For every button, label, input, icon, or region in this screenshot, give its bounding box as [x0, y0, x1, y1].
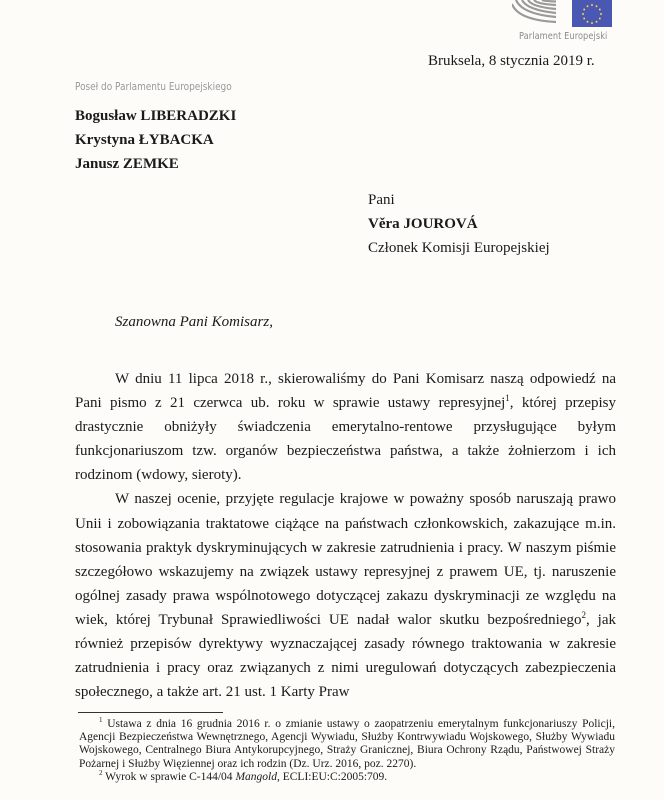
paragraph-text: W naszej ocenie, przyjęte regulacje krajowe w poważny sposób naruszają prawo Unii i zobowiązania traktatowe ciążące na państwach członkowskich, zakazujące m.in. stosowania praktyk dyskryminujących w zakresie zatrudnienia i pracy. W naszym piśmie szczegółowo wskazujemy na związek ustawy represyjnej z prawem UE, tj. naruszenie ogólnej zasady prawa wspólnotowego dotyczącej zakazu dyskryminacji ze względu na wiek, której Trybunał Sprawiedliwości UE nadał walor skutku bezpośredniego [75, 491, 616, 628]
footnote [79, 768, 615, 784]
sender-names [75, 104, 236, 176]
footnote-text: Ustawa z dnia 16 grudnia 2016 r. o zmianie ustawy o zaopatrzeniu emerytalnym funkcjonariuszy Policji, Agencji Bezpieczeństwa Wewnętrznego, Agencji Wywiadu, Służby Kontrwywiadu Wojskowego, Służby Wywiadu Wojskowego, Centralnego Biura Antykorupcyjnego, Straży Granicznej, Biura Ochrony Rządu, Państwowej Straży Pożarnej i Służby Więziennej oraz ich rodzin (Dz. Urz. 2016, poz. 2270). [79, 718, 615, 770]
sender-name: Bogusław LIBERADZKI [75, 108, 237, 124]
footnote-separator [78, 712, 223, 713]
sender-name: Janusz ZEMKE [75, 156, 179, 172]
footnote-text: Wyrok w sprawie C-144/04 [102, 770, 236, 783]
footnote-ref: 2 [581, 609, 586, 620]
hemicycle-flag-icon [512, 0, 620, 30]
sender-label: Poseł do Parlamentu Europejskiego [75, 81, 232, 93]
paragraph [75, 367, 616, 487]
paragraph-text: W dniu 11 lipca 2018 r., skierowaliśmy do Pani Komisarz naszą odpowiedź na Pani pismo z 21 czerwca ub. roku w sprawie ustawy represyjnej [75, 371, 616, 412]
paragraph [75, 487, 616, 704]
footnote-ref: 1 [505, 393, 510, 404]
date-line: Bruksela, 8 stycznia 2019 r. [428, 53, 595, 69]
logo-caption: Parlament Europejski [519, 31, 608, 42]
salutation: Szanowna Pani Komisarz, [115, 314, 273, 330]
sender-name: Krystyna ŁYBACKA [75, 132, 214, 148]
footnote-number: 2 [99, 768, 103, 777]
footnotes [79, 718, 615, 784]
case-name: Mangold [235, 770, 277, 783]
letter-body [75, 367, 616, 704]
paragraph-text: , jak również przepisów dyrektywy wyznaczającej zasady równego traktowania w zakresie zatrudnienia i pracy oraz związanych z nimi uregulowań dotyczących zabezpieczenia społecznego, a także art. 21 ust. 1 Karty Praw [75, 611, 616, 701]
recipient-position: Członek Komisji Europejskiej [368, 240, 550, 256]
footnote [79, 718, 615, 771]
recipient-title: Pani [368, 192, 395, 208]
recipient-name: Věra JOUROVÁ [368, 216, 478, 232]
recipient-block [368, 188, 550, 260]
footnote-text: , ECLI:EU:C:2005:709. [276, 770, 388, 783]
paragraph-text: , której przepisy drastycznie obniżyły świadczenia emerytalno-rentowe przysługujące byłym funkcjonariuszom tzw. organów bezpieczeństwa państwa, a także żołnierzom i ich rodzinom (wdowy, sieroty). [75, 395, 616, 484]
footnote-number: 1 [99, 716, 103, 725]
